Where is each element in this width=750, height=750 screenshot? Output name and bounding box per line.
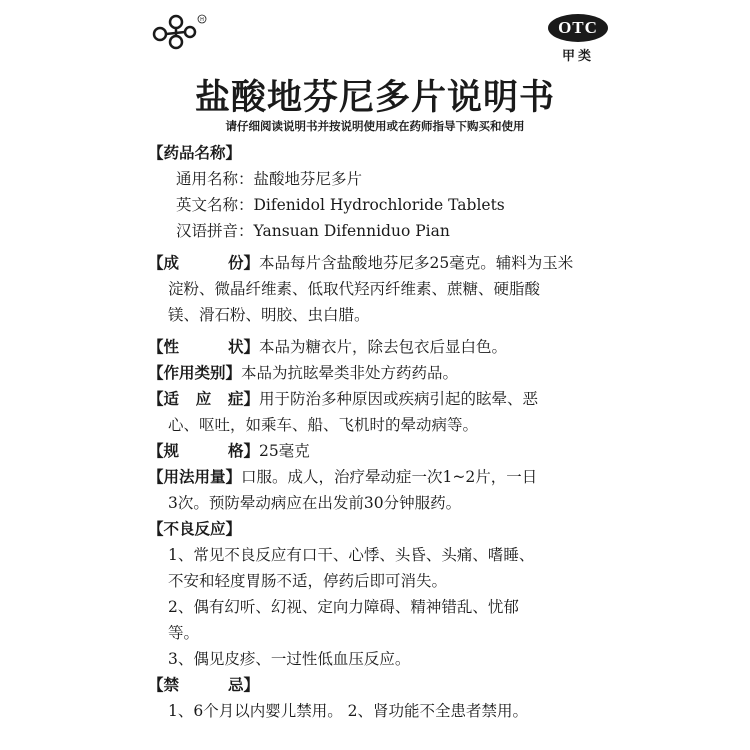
otc-class-label: 甲类 — [561, 49, 594, 64]
ingredients-line: 本品每片含盐酸地芬尼多25毫克。辅料为玉米 — [259, 254, 574, 272]
specification-text: 25毫克 — [259, 442, 310, 460]
contraindications-text: 1、6个月以内婴儿禁用。 2、肾功能不全患者禁用。 — [168, 702, 529, 720]
section-heading-indications: 适应症 — [163, 390, 244, 408]
dosage-line: 3次。预防晕动病应在出发前30分钟服药。 — [168, 494, 462, 512]
section-properties: 【性状】本品为糖衣片，除去包衣后显白色。 — [148, 334, 618, 360]
adverse-line: 2、偶有幻听、幻视、定向力障碍、精神错乱、忧郁 — [168, 598, 519, 616]
otc-label: OTC — [548, 14, 608, 42]
adverse-line: 1、常见不良反应有口干、心悸、头昏、头痛、嗜睡、 — [168, 546, 535, 564]
section-heading-properties: 性状 — [163, 338, 244, 356]
section-specification: 【规格】25毫克 — [148, 438, 618, 464]
adverse-line: 等。 — [168, 624, 200, 642]
properties-text: 本品为糖衣片，除去包衣后显白色。 — [259, 338, 508, 356]
indications-line: 用于防治多种原因或疾病引起的眩晕、恶 — [259, 390, 539, 408]
dosage-line: 口服。成人，治疗晕动症一次1~2片，一日 — [241, 468, 538, 486]
section-heading-category: 【作用类别】 — [148, 364, 242, 382]
section-heading-adverse: 【不良反应】 — [148, 520, 242, 538]
logo-icon — [150, 12, 210, 52]
english-name: 英文名称：Difenidol Hydrochloride Tablets — [176, 196, 505, 214]
section-heading-contraindications: 禁忌 — [163, 676, 244, 694]
adverse-line: 3、偶见皮疹、一过性低血压反应。 — [168, 650, 411, 668]
section-heading-dosage: 【用法用量】 — [148, 468, 242, 486]
document-title: 盐酸地芬尼多片说明书 — [194, 78, 555, 118]
ingredients-line: 淀粉、微晶纤维素、低取代羟丙纤维素、蔗糖、硬脂酸 — [168, 280, 541, 298]
section-heading-ingredients: 成份 — [163, 254, 244, 272]
ingredients-line: 镁、滑石粉、明胶、虫白腊。 — [168, 306, 370, 324]
section-indications: 【适应症】用于防治多种原因或疾病引起的眩晕、恶 — [148, 386, 618, 412]
section-dosage — [148, 464, 618, 490]
category-text: 本品为抗眩晕类非处方药药品。 — [241, 364, 459, 382]
indications-line: 心、呕吐，如乘车、船、飞机时的晕动病等。 — [168, 416, 479, 434]
svg-text:H: H — [200, 17, 204, 23]
brand-logo — [150, 12, 210, 52]
section-heading-specification: 规格 — [163, 442, 244, 460]
section-contraindications: 【禁忌】 — [148, 672, 618, 698]
adverse-line: 不安和轻度胃肠不适，停药后即可消失。 — [168, 572, 448, 590]
otc-badge — [546, 14, 610, 66]
section-heading-drug-name: 【药品名称】 — [148, 144, 242, 162]
document-subtitle: 请仔细阅读说明书并按说明使用或在药师指导下购买和使用 — [225, 119, 525, 133]
section-category — [148, 360, 618, 386]
pinyin-name: 汉语拼音：Yansuan Difenniduo Pian — [176, 222, 450, 240]
section-ingredients: 【成份】本品每片含盐酸地芬尼多25毫克。辅料为玉米 — [148, 250, 618, 276]
instructions-body — [148, 140, 618, 724]
generic-name: 通用名称：盐酸地芬尼多片 — [176, 170, 363, 188]
